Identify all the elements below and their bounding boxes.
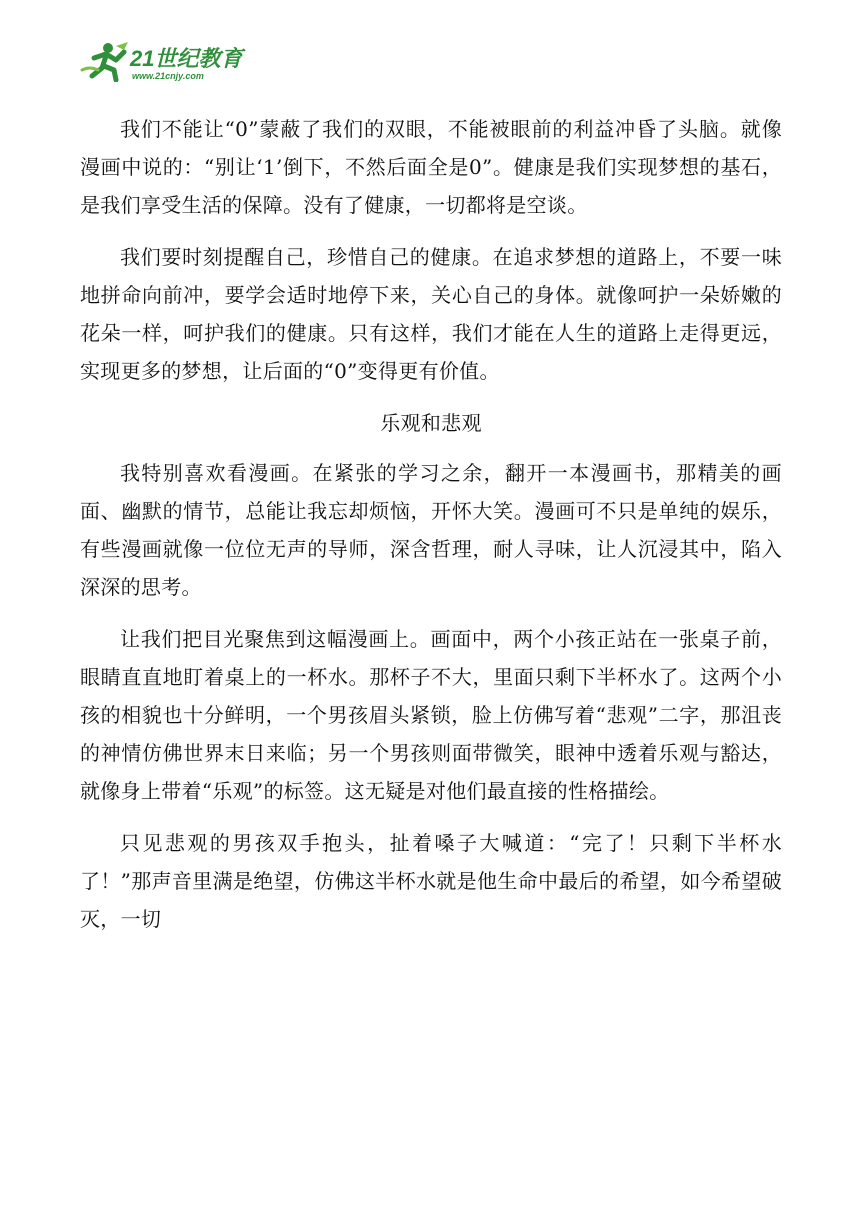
logo-text: 21世纪教育 xyxy=(130,46,243,71)
section-title: 乐观和悲观 xyxy=(380,411,482,435)
site-logo xyxy=(80,40,250,82)
paragraph: 让我们把目光聚焦到这幅漫画上。画面中，两个小孩正站在一张桌子前，眼睛直直地盯着桌上的一杯水。那杯子不大，里面只剩下半杯水了。这两个小孩的相貌也十分鲜明，一个男孩眉头紧锁，脸上仿佛写着“悲观”二字，那沮丧的神情仿佛世界末日来临；另一个男孩则面带微笑，眼神中透着乐观与豁达，就像身上带着“乐观”的标签。这无疑是对他们最直接的性格描绘。 xyxy=(80,627,782,803)
document-body xyxy=(80,110,782,952)
paragraph: 我们不能让“0”蒙蔽了我们的双眼，不能被眼前的利益冲昏了头脑。就像漫画中说的：“别让‘1’倒下，不然后面全是0”。健康是我们实现梦想的基石，是我们享受生活的保障。没有了健康，一切都将是空谈。 xyxy=(80,117,782,217)
paragraph: 我们要时刻提醒自己，珍惜自己的健康。在追求梦想的道路上，不要一味地拼命向前冲，要学会适时地停下来，关心自己的身体。就像呵护一朵娇嫩的花朵一样，呵护我们的健康。只有这样，我们才能在人生的道路上走得更远，实现更多的梦想，让后面的“0”变得更有价值。 xyxy=(80,245,782,383)
paragraph: 我特别喜欢看漫画。在紧张的学习之余，翻开一本漫画书，那精美的画面、幽默的情节，总能让我忘却烦恼，开怀大笑。漫画可不只是单纯的娱乐，有些漫画就像一位位无声的导师，深含哲理，耐人寻味，让人沉浸其中，陷入深深的思考。 xyxy=(80,461,782,599)
logo-url-text: www.21cnjy.com xyxy=(132,71,204,81)
running-figure-icon xyxy=(80,40,250,82)
paragraph: 只见悲观的男孩双手抱头，扯着嗓子大喊道：“完了！只剩下半杯水了！”那声音里满是绝望，仿佛这半杯水就是他生命中最后的希望，如今希望破灭，一切 xyxy=(80,831,782,931)
